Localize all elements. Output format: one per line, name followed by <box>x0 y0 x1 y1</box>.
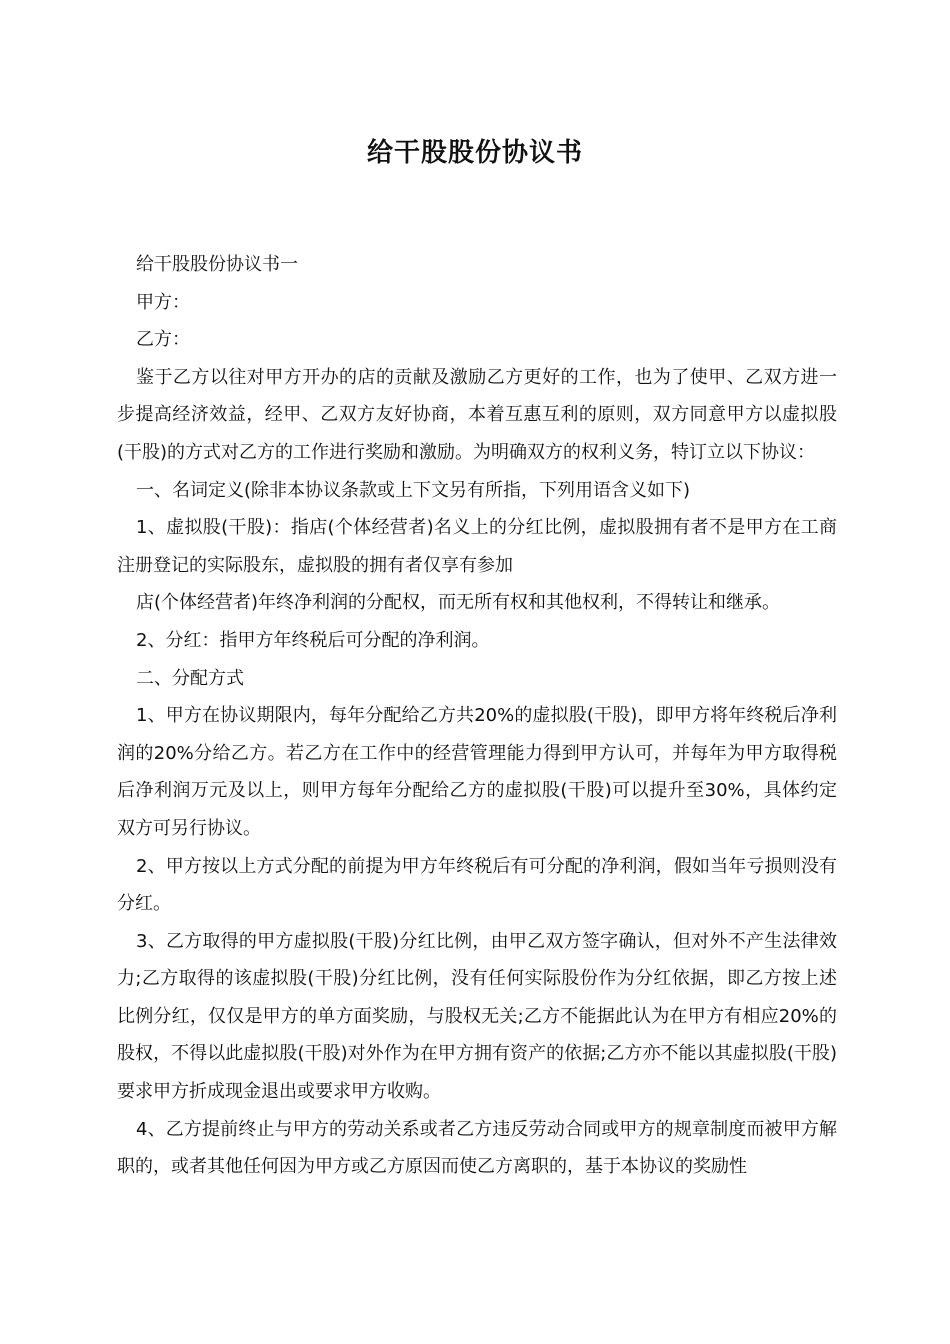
paragraph-definition-2: 2、分红：指甲方年终税后可分配的净利润。 <box>136 629 490 651</box>
paragraph-party-a: 甲方： <box>136 291 190 313</box>
paragraph-definition-1: 1、虚拟股(干股)：指店(个体经营者)名义上的分红比例，虚拟股拥有者不是甲方在工商注册登记的实际股东，虚拟股的拥有者仅享有参加 <box>117 517 837 576</box>
paragraph-subtitle: 给干股股份协议书一 <box>136 254 298 275</box>
section-heading-definitions: 一、名词定义(除非本协议条款或上下文另有所指，下列用语含义如下) <box>136 479 691 501</box>
paragraph-definition-1-cont: 店(个体经营者)年终净利润的分配权，而无所有权和其他权利，不得转让和继承。 <box>136 592 781 614</box>
document-title: 给干股股份协议书 <box>366 138 583 168</box>
section-heading-distribution: 二、分配方式 <box>136 667 244 689</box>
paragraph-distribution-3: 3、乙方取得的甲方虚拟股(干股)分红比例，由甲乙双方签字确认，但对外不产生法律效力;乙方取得的该虚拟股(干股)分红比例，没有任何实际股份作为分红依据，即乙方按上述比例分红，仅仅是甲方的单方面奖励，与股权无关;乙方不能据此认为在甲方有相应20%的股权，不得以此虚拟股(干股)对外作为在甲方拥有资产的依据;乙方亦不能以其虚拟股(干股)要求甲方折成现金退出或要求甲方收购。 <box>117 930 837 1103</box>
paragraph-distribution-1: 1、甲方在协议期限内，每年分配给乙方共20%的虚拟股(干股)，即甲方将年终税后净利润的20%分给乙方。若乙方在工作中的经营管理能力得到甲方认可，并每年为甲方取得税后净利润万元及以上，则甲方每年分配给乙方的虚拟股(干股)可以提升至30%，具体约定双方可另行协议。 <box>117 705 837 839</box>
paragraph-party-b: 乙方： <box>136 329 190 351</box>
paragraph-distribution-4: 4、乙方提前终止与甲方的劳动关系或者乙方违反劳动合同或甲方的规章制度而被甲方解职的，或者其他任何因为甲方或乙方原因而使乙方离职的，基于本协议的奖励性 <box>117 1118 837 1178</box>
document-body <box>117 246 837 1186</box>
paragraph-preamble: 鉴于乙方以往对甲方开办的店的贡献及激励乙方更好的工作，也为了使甲、乙双方进一步提高经济效益，经甲、乙双方友好协商，本着互惠互利的原则，双方同意甲方以虚拟股(干股)的方式对乙方的工作进行奖励和激励。为明确双方的权利义务，特订立以下协议： <box>117 366 837 463</box>
paragraph-distribution-2: 2、甲方按以上方式分配的前提为甲方年终税后有可分配的净利润，假如当年亏损则没有分红。 <box>117 855 837 915</box>
